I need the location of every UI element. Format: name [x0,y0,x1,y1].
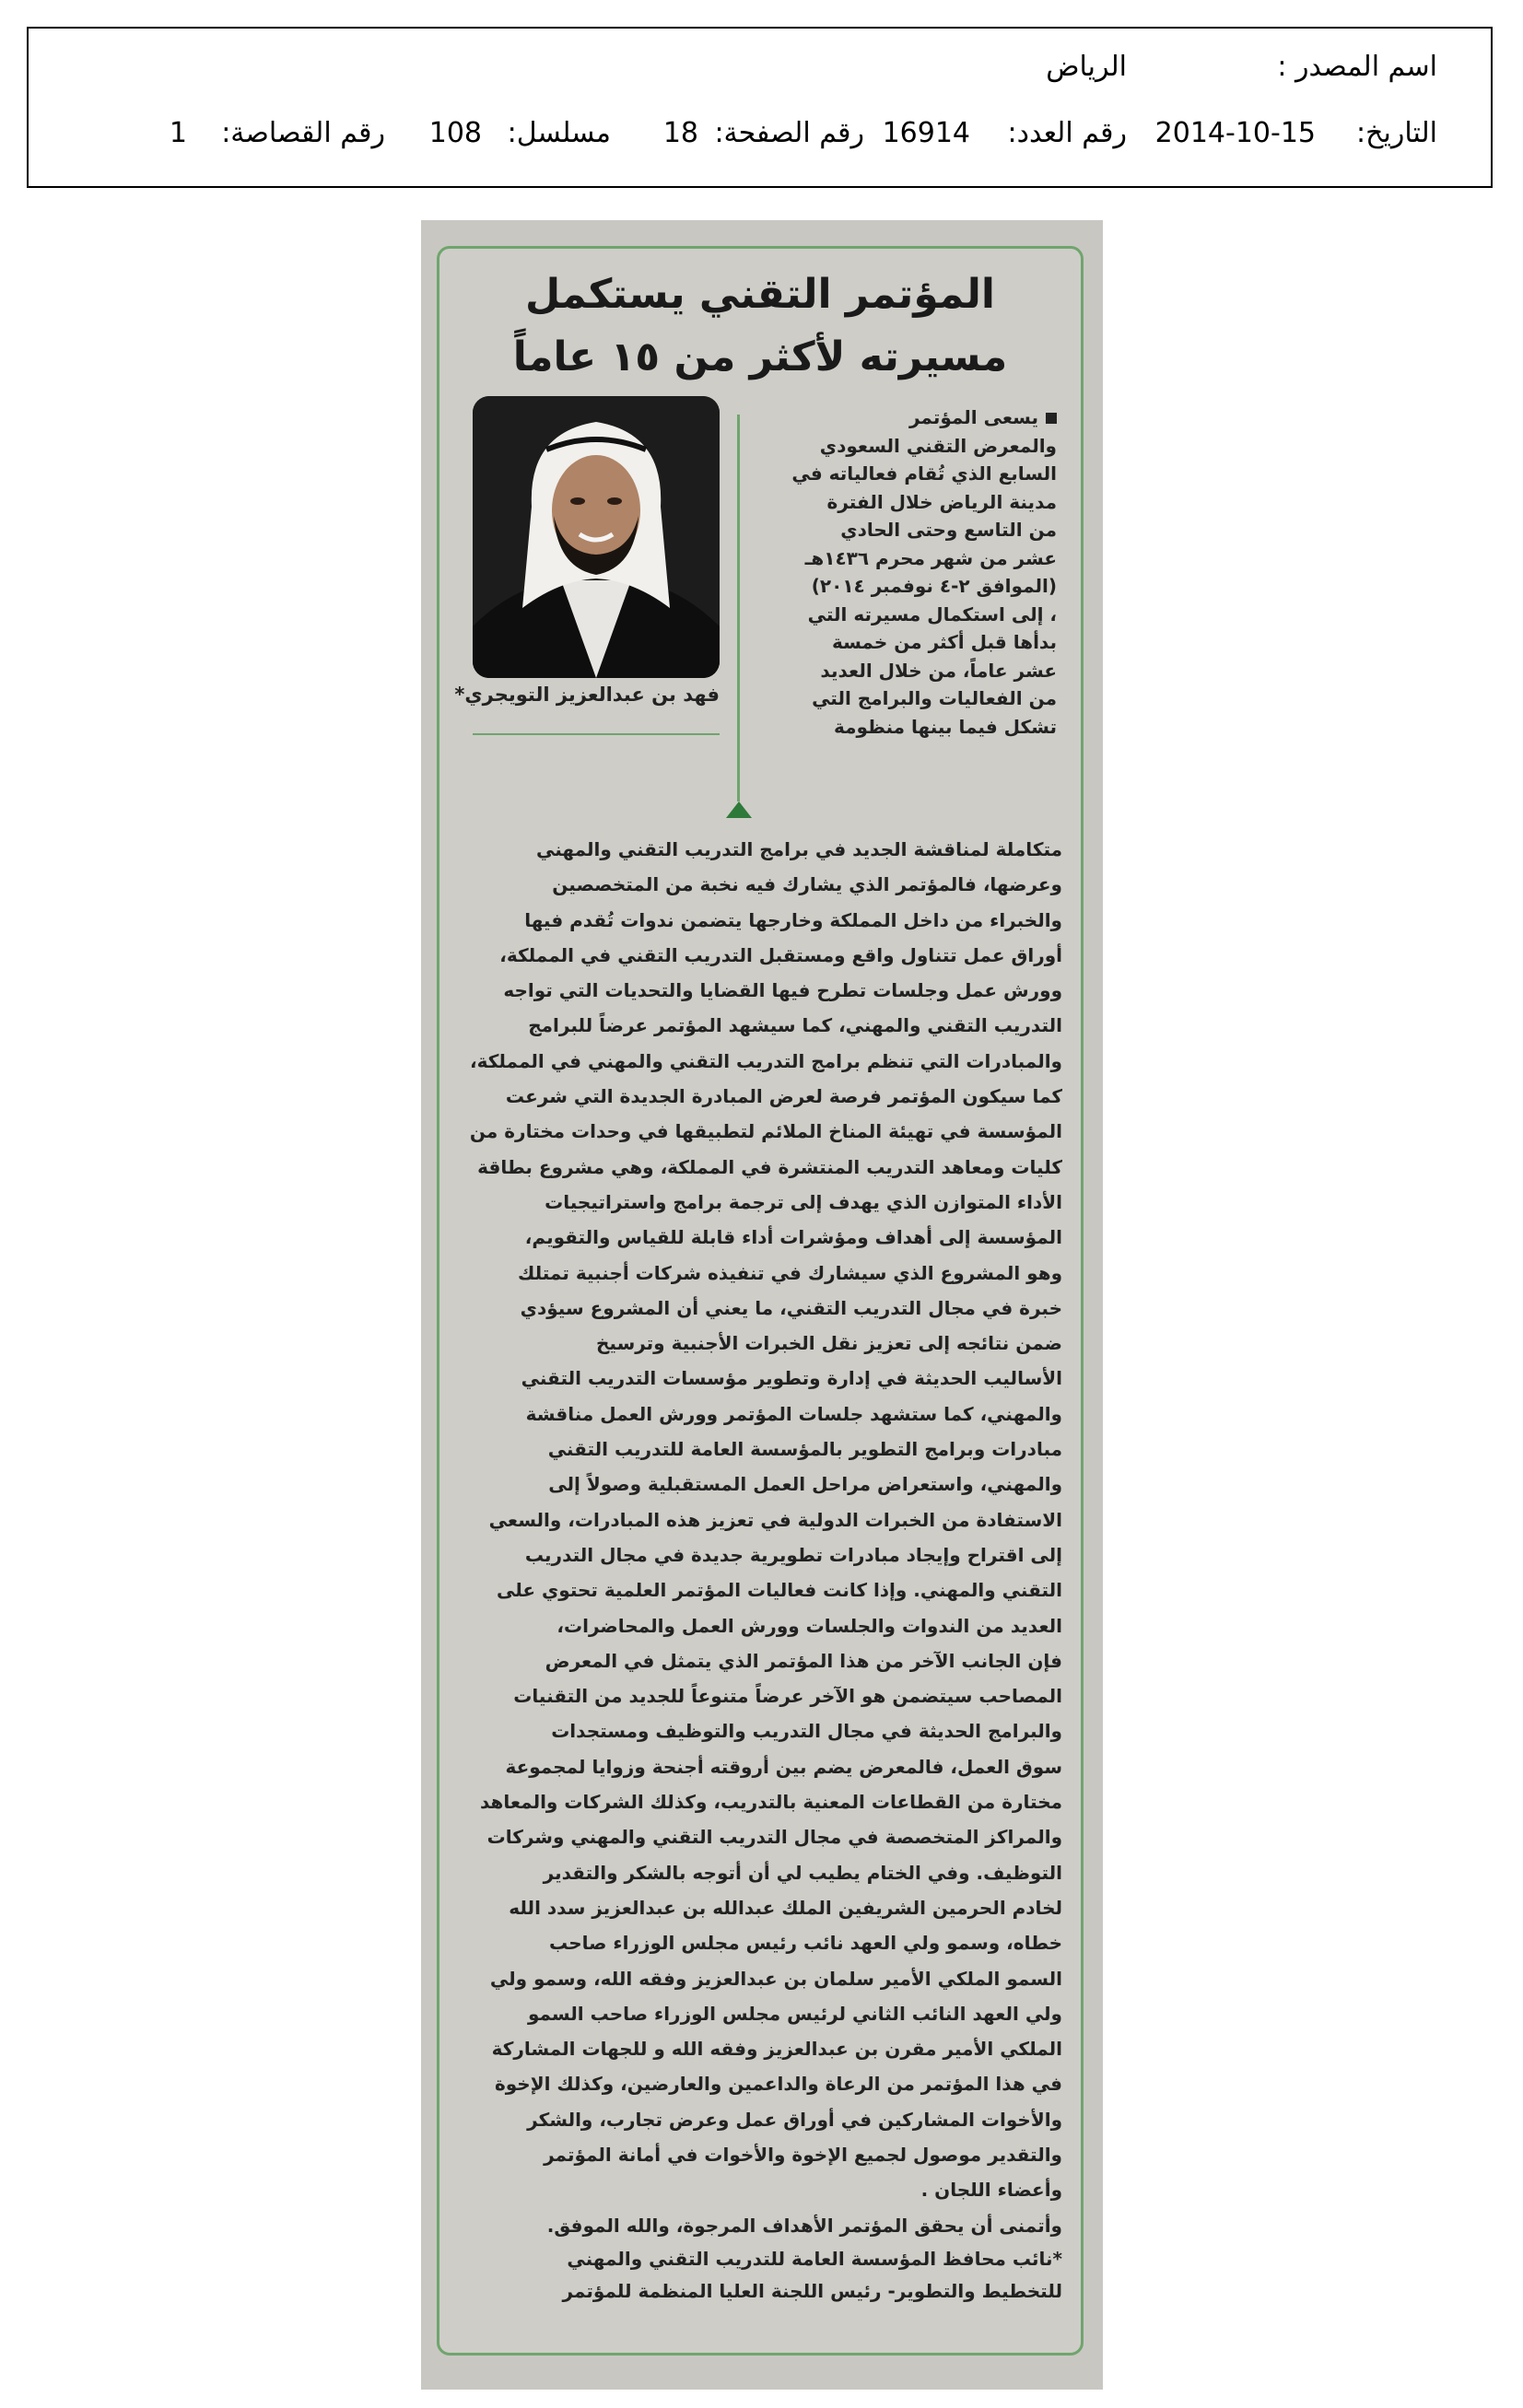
body-line: لخادم الحرمين الشريفين الملك عبدالله بن عبدالعزيز سدد الله [509,1896,1062,1919]
column-line-text: تشكل فيما بينها منظومة [833,715,1057,738]
column-line-text: من الفعاليات والبرامج التي [812,687,1057,709]
body-line: مختارة من القطاعات المعنية بالتدريب، وكذلك الشركات والمعاهد [479,1791,1062,1814]
body-line: وأتمنى أن يحقق المؤتمر الأهداف المرجوة، والله الموفق. [546,2214,1062,2237]
body-line: والأخوات المشاركين في أوراق عمل وعرض تجارب، والشكر [527,2108,1062,2131]
column-line [755,628,1057,657]
column-line [755,403,1057,432]
column-line-text: عشر عاماً، من خلال العديد [820,659,1057,682]
date-value: 2014-10-15 [1154,117,1316,149]
column-line [755,516,1057,544]
column-line-text: ، إلى استكمال مسيرته التي [807,602,1057,625]
column-line [755,684,1057,713]
column-line-text: والمعرض التقني السعودي [819,434,1057,457]
serial-value: 108 [428,117,482,149]
column-line [755,601,1057,629]
body-line: فإن الجانب الآخر من هذا المؤتمر الذي يتمثل في المعرض [545,1649,1062,1672]
photo-caption: فهد بن عبدالعزيز التويجري* [454,684,720,706]
body-line: الملكي الأمير مقرن بن عبدالعزيز وفقه الله و للجهات المشاركة [491,2038,1062,2061]
article-frame [437,246,1084,2355]
body-line: متكاملة لمناقشة الجديد في برامج التدريب التقني والمهني [535,838,1062,860]
body-line: والتقدير موصول لجميع الإخوة والأخوات في أمانة المؤتمر [544,2143,1062,2166]
issue-value: 16914 [882,117,970,149]
column-line-text: السابع الذي تُقام فعالياته في [791,462,1057,485]
page-label: رقم الصفحة: [714,117,864,149]
body-line: والمبادرات التي تنظم برامج التدريب التقني والمهني في المملكة، [470,1049,1062,1072]
headline-line-1: المؤتمر التقني يستكمل [524,271,996,318]
column-line [755,432,1057,461]
body-line: وأعضاء اللجان . [920,2179,1062,2202]
body-line: العديد من الندوات والجلسات وورش العمل والمحاضرات، [556,1614,1062,1637]
body-line: إلى اقتراح وإيجاد مبادرات تطويرية جديدة في مجال التدريب [524,1543,1062,1566]
column-line [755,713,1057,742]
source-value: الرياض [1046,51,1127,83]
headline-line-2: مسيرته لأكثر من ١٥ عاماً [512,333,1008,380]
newspaper-clipping [421,220,1103,2390]
body-line: التقني والمهني. وإذا كانت فعاليات المؤتمر العلمية تحتوي على [496,1579,1062,1602]
date-label: التاريخ: [1356,117,1437,149]
body-line: ضمن نتائجه إلى تعزيز نقل الخبرات الأجنبية وترسيخ [595,1332,1062,1355]
body-line: والمهني، واستعراض مراحل العمل المستقبلية وصولاً إلى [548,1473,1062,1496]
portrait-icon [473,396,720,678]
article-body [458,832,1062,2308]
body-line: وورش عمل وجلسات تطرح فيها القضايا والتحديات التي تواجه [503,979,1062,1002]
body-line: سوق العمل، فالمعرض يضم بين أروقته أجنحة وزوايا لمجموعة [505,1755,1062,1778]
clipping-header [27,27,1493,188]
column-line [755,488,1057,517]
body-line: أوراق عمل تتناول واقع ومستقبل التدريب التقني في المملكة، [499,943,1062,966]
column-line-text: من التاسع وحتى الحادي [840,519,1057,541]
body-line: خبرة في مجال التدريب التقني، ما يعني أن المشروع سيؤدي [520,1296,1062,1319]
body-line: كما سيكون المؤتمر فرصة لعرض المبادرة الجديدة التي شرعت [505,1085,1062,1108]
issue-label: رقم العدد: [1007,117,1127,149]
bullet-square-icon [1046,413,1057,424]
body-line: الأساليب الحديثة في إدارة وتطوير مؤسسات التدريب التقني [521,1367,1062,1390]
serial-label: مسلسل: [507,117,611,149]
column-line [755,572,1057,601]
column-line-text: يسعى المؤتمر [908,406,1038,428]
body-line: ولي العهد النائب الثاني لرئيس مجلس الوزراء صاحب السمو [527,2002,1062,2025]
body-line: كليات ومعاهد التدريب المنتشرة في المملكة، وهي مشروع بطاقة [477,1155,1062,1178]
body-line: الاستفادة من الخبرات الدولية في تعزيز هذه المبادرات، والسعي [488,1508,1062,1531]
column-line [755,460,1057,488]
header-row-source [29,51,1491,88]
page-value: 18 [662,117,698,149]
column-line [755,544,1057,573]
body-line: وعرضها، فالمؤتمر الذي يشارك فيه نخبة من المتخصصين [552,873,1062,896]
clip-value: 1 [169,117,187,149]
body-line: والمراكز المتخصصة في مجال التدريب التقني والمهني وشركات [486,1826,1062,1849]
caption-underline [473,733,720,735]
body-line: مبادرات وبرامج التطوير بالمؤسسة العامة للتدريب التقني [547,1438,1062,1461]
clip-label: رقم القصاصة: [221,117,385,149]
body-line: التوظيف. وفي الختام يطيب لي أن أتوجه بالشكر والتقدير [543,1861,1062,1884]
column-divider [737,415,740,801]
body-line: في هذا المؤتمر من الرعاة والداعمين والعارضين، وكذلك الإخوة [494,2073,1062,2096]
signature-line: *نائب محافظ المؤسسة العامة للتدريب التقني والمهني [567,2247,1062,2270]
body-line: والبرامج الحديثة في مجال التدريب والتوظيف ومستجدات [551,1720,1062,1743]
column-line [755,657,1057,685]
body-line: السمو الملكي الأمير سلمان بن عبدالعزيز وفقه الله، وسمو ولي [489,1967,1062,1990]
column-line-text: بدأها قبل أكثر من خمسة [831,631,1057,653]
body-line: الأداء المتوازن الذي يهدف إلى ترجمة برامج واستراتيجيات [545,1190,1062,1213]
body-line: المصاحب سيتضمن هو الآخر عرضاً متنوعاً للجديد من التقنيات [513,1685,1062,1708]
body-line: المؤسسة في تهيئة المناخ الملائم لتطبيقها في وحدات مختارة من [469,1120,1062,1143]
source-label: اسم المصدر : [1277,51,1437,83]
body-line: والمهني، كما ستشهد جلسات المؤتمر وورش العمل مناقشة [525,1402,1062,1425]
body-line: المؤسسة إلى أهداف ومؤشرات أداء قابلة للقياس والتقويم، [524,1226,1062,1249]
column-line-text: (الموافق ٢-٤ نوفمبر ٢٠١٤) [811,575,1057,597]
body-line: والخبراء من داخل المملكة وخارجها يتضمن ندوات تُقدم فيها [524,908,1062,931]
column-line-text: مدينة الرياض خلال الفترة [826,490,1057,513]
divider-triangle-icon [726,801,752,818]
signature-line: للتخطيط والتطوير- رئيس اللجنة العليا المنظمة للمؤتمر [562,2279,1062,2302]
column-line-text: عشر من شهر محرم ١٤٣٦هـ [804,546,1057,569]
intro-column [755,403,1057,741]
body-line: وهو المشروع الذي سيشارك في تنفيذه شركات أجنبية تمتلك [517,1261,1062,1284]
body-line: خطاه، وسمو ولي العهد نائب رئيس مجلس الوزراء صاحب [549,1932,1062,1955]
author-photo [473,396,720,678]
body-line: التدريب التقني والمهني، كما سيشهد المؤتمر عرضاً للبرامج [528,1014,1062,1037]
header-row-details [29,117,1491,154]
